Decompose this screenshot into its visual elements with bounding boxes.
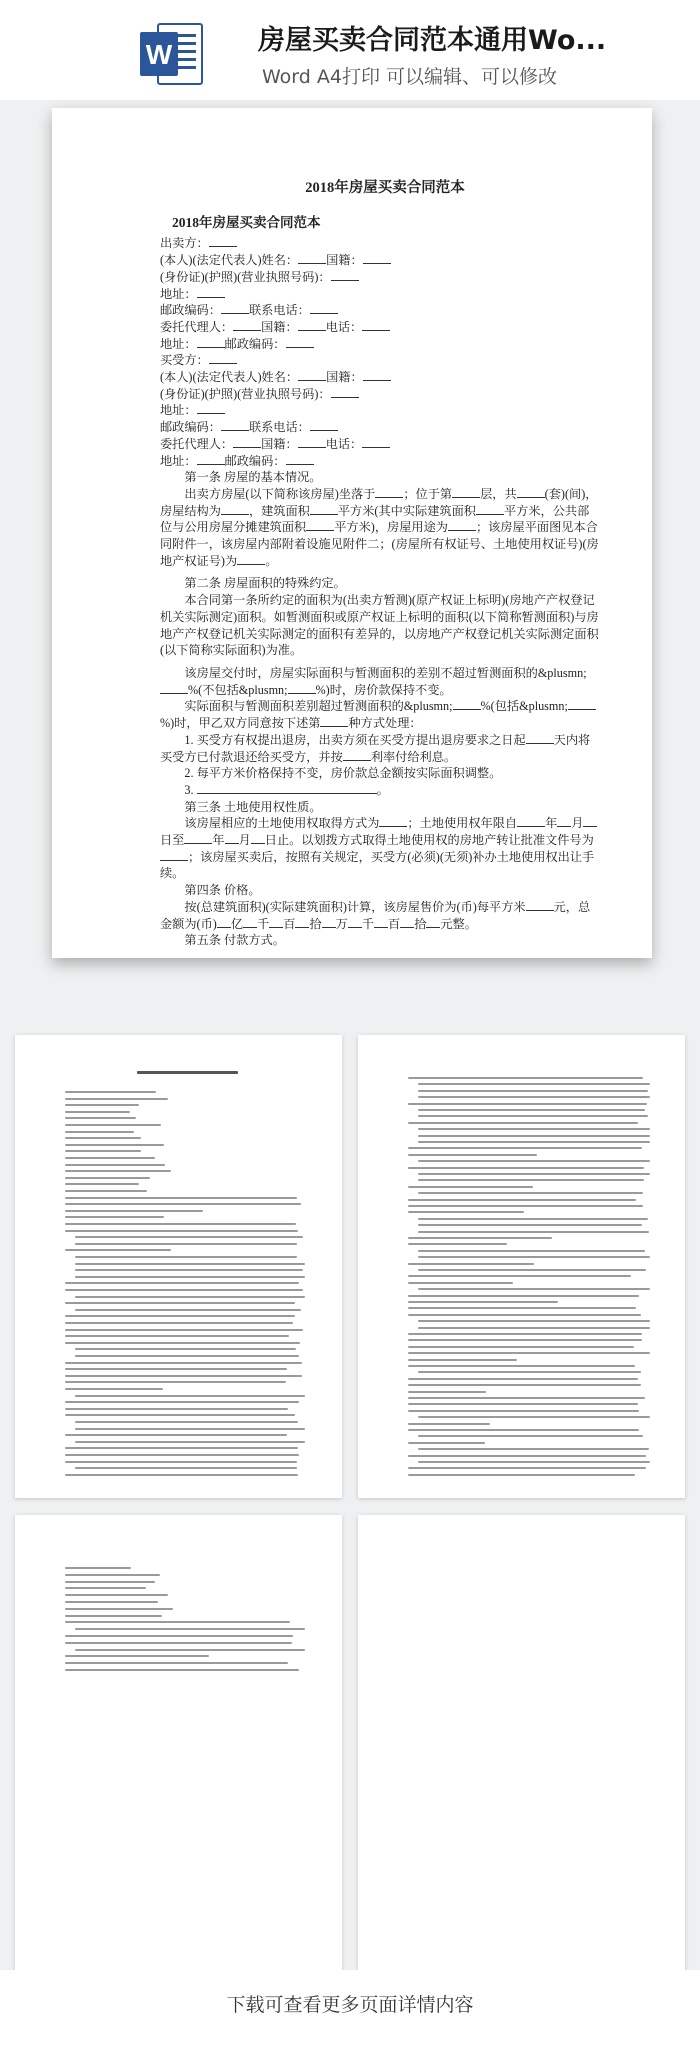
thumbnail-text-line bbox=[418, 1218, 648, 1220]
thumbnail-text-line bbox=[65, 1249, 171, 1251]
contract-line: 第五条 付款方式。 bbox=[184, 933, 285, 948]
thumbnail-title-line bbox=[137, 1071, 238, 1074]
thumbnail-text-line bbox=[418, 1135, 650, 1137]
thumbnail-text-line bbox=[65, 1144, 164, 1146]
thumbnail-text-line bbox=[65, 1203, 301, 1205]
thumbnail-page-4-content bbox=[358, 1515, 685, 1975]
fill-blank bbox=[348, 917, 362, 928]
thumbnail-text-line bbox=[408, 1442, 485, 1444]
thumbnail-page-2-content bbox=[358, 1035, 685, 1498]
fill-blank bbox=[517, 487, 545, 498]
thumbnail-text-line bbox=[65, 1594, 168, 1596]
thumbnail-text-line bbox=[75, 1428, 305, 1430]
contract-line: 邮政编码： 联系电话： bbox=[160, 302, 600, 319]
thumbnail-text-line bbox=[408, 1237, 552, 1239]
thumbnail-text-line bbox=[65, 1655, 209, 1657]
thumbnail-text-line bbox=[65, 1581, 155, 1583]
thumbnail-text-line bbox=[75, 1421, 298, 1423]
thumbnail-text-line bbox=[65, 1335, 289, 1337]
thumbnail-text-line bbox=[418, 1416, 650, 1418]
fill-blank bbox=[298, 370, 326, 381]
thumbnail-text-line bbox=[408, 1384, 641, 1386]
contract-line: 出卖方房屋(以下简称该房屋)坐落于 ；位于第 层，共 (套)(间)，房屋结构为 ，建筑面积 平方米(其中实际建筑面积 平方米，公共部位与公用房屋分摊建筑面积 平方米)，房屋用途为 ；该房屋平面图见本合同附件一，该房屋内部附着设施见附件二；(房屋所有权证号、土地使用权证号)(房地产权证号)为 。 bbox=[160, 486, 599, 568]
thumbnail-text-line bbox=[408, 1359, 517, 1361]
fill-blank bbox=[209, 236, 237, 247]
thumbnail-text-line bbox=[75, 1309, 301, 1311]
thumbnail-text-line bbox=[418, 1090, 648, 1092]
header bbox=[0, 0, 700, 100]
fill-blank bbox=[197, 783, 377, 794]
fill-blank bbox=[568, 699, 596, 710]
fill-blank bbox=[375, 487, 403, 498]
thumbnail-text-line bbox=[418, 1173, 650, 1175]
thumbnail-text-line bbox=[408, 1474, 635, 1476]
thumbnail-text-line bbox=[65, 1177, 150, 1179]
fill-blank bbox=[233, 437, 261, 448]
thumbnail-text-line bbox=[75, 1628, 305, 1630]
fill-blank bbox=[310, 303, 338, 314]
thumbnail-text-line bbox=[408, 1154, 537, 1156]
thumbnail-text-line bbox=[75, 1467, 297, 1469]
contract-line: 2. 每平方米价格保持不变，房价款总金额按实际面积调整。 bbox=[184, 766, 502, 781]
thumbnail-text-line bbox=[408, 1077, 643, 1079]
fill-blank bbox=[197, 454, 225, 465]
thumbnail-text-line bbox=[418, 1269, 646, 1271]
fill-blank bbox=[298, 320, 326, 331]
thumbnail-text-line bbox=[65, 1117, 136, 1119]
fill-blank bbox=[320, 716, 348, 727]
contract-line: 按(总建筑面积)(实际建筑面积)计算，该房屋售价为(币)每平方米 元，总金额为(币) 亿 千 百 拾 万 千 百 拾 元整。 bbox=[160, 899, 591, 931]
thumbnail-page-3[interactable] bbox=[15, 1515, 342, 1975]
fill-blank bbox=[221, 303, 249, 314]
thumbnail-text-line bbox=[65, 1381, 286, 1383]
contract-line: 地址： 邮政编码： bbox=[160, 453, 600, 470]
thumbnail-text-line bbox=[408, 1403, 638, 1405]
thumbnail-text-line bbox=[408, 1423, 490, 1425]
fill-blank bbox=[160, 683, 188, 694]
contract-line: 第四条 价格。 bbox=[184, 883, 261, 898]
thumbnail-text-line bbox=[65, 1362, 302, 1364]
thumbnail-text-line bbox=[75, 1256, 297, 1258]
thumbnail-text-line bbox=[418, 1109, 645, 1111]
contract-line: 邮政编码： 联系电话： bbox=[160, 419, 600, 436]
thumbnail-text-line bbox=[408, 1365, 635, 1367]
thumbnail-text-line bbox=[65, 1170, 171, 1172]
fill-blank bbox=[184, 833, 212, 844]
document-body bbox=[160, 180, 600, 949]
thumbnail-text-line bbox=[418, 1448, 649, 1450]
thumbnail-text-line bbox=[408, 1346, 634, 1348]
fill-blank bbox=[526, 900, 554, 911]
thumbnail-text-line bbox=[65, 1375, 302, 1377]
thumbnail-text-line bbox=[65, 1197, 297, 1199]
fill-blank bbox=[237, 554, 265, 565]
thumbnail-text-line bbox=[75, 1276, 305, 1278]
thumbnail-text-line bbox=[65, 1642, 292, 1644]
thumbnail-text-line bbox=[408, 1333, 642, 1335]
thumbnail-text-line bbox=[65, 1434, 287, 1436]
thumbnail-text-line bbox=[65, 1216, 164, 1218]
fill-blank bbox=[197, 287, 225, 298]
fill-blank bbox=[426, 917, 440, 928]
thumbnail-text-line bbox=[65, 1621, 290, 1623]
thumbnail-text-line bbox=[65, 1601, 158, 1603]
fill-blank bbox=[453, 699, 481, 710]
fill-blank bbox=[225, 833, 239, 844]
thumbnail-text-line bbox=[65, 1461, 297, 1463]
thumbnail-page-2[interactable] bbox=[358, 1035, 685, 1498]
fill-blank bbox=[217, 917, 231, 928]
contract-line: 委托代理人： 国籍： 电话： bbox=[160, 319, 600, 336]
contract-lines bbox=[160, 235, 600, 949]
contract-line: 出卖方： bbox=[160, 235, 600, 252]
thumbnail-text-line bbox=[408, 1243, 507, 1245]
thumbnail-text-line bbox=[408, 1314, 641, 1316]
thumbnail-text-line bbox=[408, 1429, 639, 1431]
thumbnail-text-line bbox=[408, 1307, 636, 1309]
thumbnail-text-line bbox=[408, 1147, 642, 1149]
thumbnail-text-line bbox=[65, 1223, 296, 1225]
thumbnail-text-line bbox=[75, 1236, 303, 1238]
thumbnail-text-line bbox=[65, 1131, 134, 1133]
fill-blank bbox=[322, 917, 336, 928]
fill-blank bbox=[286, 337, 314, 348]
word-doc-icon bbox=[138, 22, 204, 86]
thumbnail-text-line bbox=[408, 1211, 524, 1213]
fill-blank bbox=[221, 504, 249, 515]
more-pages-link[interactable]: 下载可查看更多页面详情内容 bbox=[226, 1994, 474, 2016]
thumbnail-text-line bbox=[65, 1662, 288, 1664]
thumbnail-text-line bbox=[65, 1635, 293, 1637]
thumbnail-text-line bbox=[418, 1141, 650, 1143]
thumbnail-text-line bbox=[418, 1256, 650, 1258]
thumbnail-text-line bbox=[65, 1388, 163, 1390]
thumbnail-text-line bbox=[418, 1160, 650, 1162]
contract-line: 买受方： bbox=[160, 352, 600, 369]
thumbnail-text-line bbox=[65, 1164, 165, 1166]
thumbnail-text-line bbox=[65, 1329, 303, 1331]
contract-line: 第三条 土地使用权性质。 bbox=[184, 799, 322, 814]
contract-line: 1. 买受方有权提出退房，出卖方须在买受方提出退房要求之日起 天内将买受方已付款退还给买受方，并按 利率付给利息。 bbox=[160, 732, 591, 764]
thumbnail-text-line bbox=[408, 1282, 513, 1284]
thumbnail-text-line bbox=[418, 1250, 645, 1252]
document-page-1 bbox=[52, 108, 652, 958]
svg-text:W: W bbox=[145, 39, 173, 70]
thumbnail-text-line bbox=[65, 1315, 295, 1317]
thumbnail-text-line bbox=[418, 1083, 650, 1085]
thumbnail-text-line bbox=[418, 1115, 648, 1117]
thumbnail-text-line bbox=[408, 1122, 638, 1124]
thumbnail-text-line bbox=[418, 1179, 644, 1181]
thumbnail-text-line bbox=[65, 1289, 303, 1291]
thumbnail-text-line bbox=[65, 1210, 203, 1212]
thumbnail-text-line bbox=[75, 1441, 305, 1443]
thumbnail-text-line bbox=[408, 1186, 533, 1188]
thumbnail-text-line bbox=[408, 1295, 639, 1297]
fill-blank bbox=[343, 750, 371, 761]
fill-blank bbox=[243, 917, 257, 928]
fill-blank bbox=[306, 520, 334, 531]
thumbnail-text-line bbox=[65, 1104, 139, 1106]
fill-blank bbox=[557, 816, 571, 827]
thumbnail-text-line bbox=[65, 1124, 161, 1126]
thumbnail-page-3-content bbox=[15, 1515, 342, 1975]
thumbnail-text-line bbox=[75, 1243, 297, 1245]
fill-blank bbox=[379, 816, 407, 827]
thumbnail-text-line bbox=[408, 1397, 645, 1399]
fill-blank bbox=[310, 420, 338, 431]
thumbnail-text-line bbox=[65, 1183, 139, 1185]
thumbnail-text-line bbox=[75, 1263, 305, 1265]
thumbnail-text-line bbox=[75, 1355, 299, 1357]
fill-blank bbox=[298, 253, 326, 264]
fill-blank bbox=[452, 487, 480, 498]
fill-blank bbox=[331, 387, 359, 398]
contract-line: 3. 。 bbox=[184, 782, 389, 797]
thumbnail-page-1[interactable] bbox=[15, 1035, 342, 1498]
thumbnail-text-line bbox=[408, 1410, 639, 1412]
fill-blank bbox=[476, 504, 504, 515]
fill-blank bbox=[362, 437, 390, 448]
thumbnail-text-line bbox=[418, 1461, 650, 1463]
thumbnail-text-line bbox=[65, 1157, 155, 1159]
fill-blank bbox=[295, 917, 309, 928]
thumbnail-text-line bbox=[418, 1224, 642, 1226]
fill-blank bbox=[288, 683, 316, 694]
contract-line: (本人)(法定代表人)姓名： 国籍： bbox=[160, 252, 600, 269]
thumbnail-text-line bbox=[418, 1096, 650, 1098]
contract-line: 地址： 邮政编码： bbox=[160, 336, 600, 353]
fill-blank bbox=[526, 733, 554, 744]
thumbnail-text-line bbox=[65, 1454, 299, 1456]
thumbnail-text-line bbox=[408, 1263, 534, 1265]
fill-blank bbox=[583, 816, 597, 827]
thumbnail-text-line bbox=[418, 1435, 643, 1437]
thumbnail-text-line bbox=[65, 1615, 162, 1617]
fill-blank bbox=[197, 403, 225, 414]
thumbnail-text-line bbox=[418, 1320, 650, 1322]
fill-blank bbox=[160, 850, 188, 861]
thumbnail-text-line bbox=[65, 1091, 156, 1093]
thumbnail-text-line bbox=[75, 1395, 305, 1397]
thumbnail-text-line bbox=[65, 1401, 299, 1403]
thumbnail-text-line bbox=[75, 1348, 296, 1350]
thumbnail-text-line bbox=[65, 1669, 299, 1671]
fill-blank bbox=[209, 353, 237, 364]
contract-line: 第二条 房屋面积的特殊约定。 bbox=[184, 576, 346, 591]
contract-subtitle: 2018年房屋买卖合同范本 bbox=[172, 214, 321, 230]
contract-line: 委托代理人： 国籍： 电话： bbox=[160, 436, 600, 453]
thumbnail-text-line bbox=[65, 1574, 160, 1576]
thumbnail-text-line bbox=[65, 1111, 130, 1113]
contract-line: 该房屋相应的土地使用权取得方式为 ；土地使用权年限自 年 月日至 年 月 日止。以划拨方式取得土地使用权的房地产转让批准文件号为；该房屋买卖后，按照有关规定，买受方(必须)(无须)补办土地使用权出让手续。 bbox=[160, 815, 600, 882]
thumbnail-text-line bbox=[65, 1302, 295, 1304]
thumbnail-page-4[interactable] bbox=[358, 1515, 685, 1975]
fill-blank bbox=[233, 320, 261, 331]
preview-stage bbox=[0, 100, 700, 1970]
thumbnail-text-line bbox=[408, 1103, 647, 1105]
contract-line: 该房屋交付时，房屋实际面积与暂测面积的差别不超过暂测面积的&plusmn;%(不包括&plusmn; %)时，房价款保持不变。 bbox=[160, 665, 600, 698]
thumbnail-text-line bbox=[408, 1467, 646, 1469]
thumbnail-text-line bbox=[65, 1414, 295, 1416]
thumbnail-text-line bbox=[65, 1567, 131, 1569]
thumbnail-text-line bbox=[65, 1408, 288, 1410]
thumbnail-text-line bbox=[65, 1608, 173, 1610]
fill-blank bbox=[363, 370, 391, 381]
thumbnail-text-line bbox=[65, 1137, 141, 1139]
doc-title: 房屋买卖合同范本通用Wo... bbox=[258, 25, 607, 56]
thumbnail-text-line bbox=[418, 1371, 641, 1373]
thumbnail-text-line bbox=[418, 1288, 650, 1290]
fill-blank bbox=[286, 454, 314, 465]
fill-blank bbox=[221, 420, 249, 431]
thumbnail-text-line bbox=[65, 1230, 298, 1232]
thumbnail-text-line bbox=[65, 1098, 168, 1100]
contract-line: 实际面积与暂测面积差别超过暂测面积的&plusmn; %(包括&plusmn;%)时，甲乙双方同意按下述第 种方式处理： bbox=[160, 698, 600, 731]
thumbnail-text-line bbox=[65, 1474, 298, 1476]
contract-line: (身份证)(护照)(营业执照号码)： bbox=[160, 386, 600, 403]
fill-blank bbox=[374, 917, 388, 928]
contract-line: 第一条 房屋的基本情况。 bbox=[184, 470, 322, 485]
thumbnail-text-line bbox=[408, 1275, 631, 1277]
fill-blank bbox=[448, 520, 476, 531]
fill-blank bbox=[400, 917, 414, 928]
thumbnail-text-line bbox=[65, 1447, 298, 1449]
fill-blank bbox=[362, 320, 390, 331]
footer bbox=[0, 1970, 700, 2046]
thumbnail-text-line bbox=[418, 1231, 649, 1233]
thumbnail-text-line bbox=[408, 1352, 650, 1354]
thumbnail-text-line bbox=[65, 1322, 293, 1324]
fill-blank bbox=[310, 504, 338, 515]
thumbnail-text-line bbox=[408, 1199, 636, 1201]
fill-blank bbox=[251, 833, 265, 844]
thumbnail-text-line bbox=[408, 1167, 644, 1169]
fill-blank bbox=[269, 917, 283, 928]
doc-subtitle: Word A4打印 可以编辑、可以修改 bbox=[262, 66, 558, 88]
fill-blank bbox=[331, 270, 359, 281]
thumbnail-text-line bbox=[418, 1327, 650, 1329]
thumbnail-text-line bbox=[75, 1296, 305, 1298]
thumbnail-text-line bbox=[408, 1301, 558, 1303]
thumbnail-text-line bbox=[65, 1587, 146, 1589]
thumbnail-text-line bbox=[65, 1150, 141, 1152]
thumbnail-text-line bbox=[408, 1391, 486, 1393]
thumbnail-text-line bbox=[75, 1649, 305, 1651]
thumbnail-text-line bbox=[75, 1269, 303, 1271]
contract-line: (本人)(法定代表人)姓名： 国籍： bbox=[160, 369, 600, 386]
fill-blank bbox=[363, 253, 391, 264]
thumbnail-text-line bbox=[408, 1339, 642, 1341]
contract-title: 2018年房屋买卖合同范本 bbox=[305, 180, 465, 196]
thumbnail-text-line bbox=[65, 1190, 147, 1192]
thumbnail-text-line bbox=[418, 1128, 650, 1130]
thumbnail-page-1-content bbox=[15, 1035, 342, 1498]
contract-line: 本合同第一条所约定的面积为(出卖方暂测)(原产权证上标明)(房地产产权登记机关实际测定)面积。如暂测面积或原产权证上标明的面积(以下简称暂测面积)与房地产产权登记机关实际测定的面积有差异的，以房地产产权登记机关实际测定面积(以下简称实际面积)为准。 bbox=[160, 593, 599, 658]
thumbnail-text-line bbox=[408, 1205, 643, 1207]
fill-blank bbox=[298, 437, 326, 448]
thumbnail-text-line bbox=[65, 1342, 300, 1344]
thumbnail-text-line bbox=[408, 1378, 638, 1380]
thumbnail-text-line bbox=[408, 1455, 646, 1457]
fill-blank bbox=[197, 337, 225, 348]
fill-blank bbox=[517, 816, 545, 827]
contract-line: 地址： bbox=[160, 286, 600, 303]
thumbnail-text-line bbox=[65, 1282, 299, 1284]
contract-line: (身份证)(护照)(营业执照号码)： bbox=[160, 269, 600, 286]
thumbnail-text-line bbox=[418, 1192, 643, 1194]
contract-line: 地址： bbox=[160, 402, 600, 419]
thumbnail-text-line bbox=[65, 1368, 287, 1370]
